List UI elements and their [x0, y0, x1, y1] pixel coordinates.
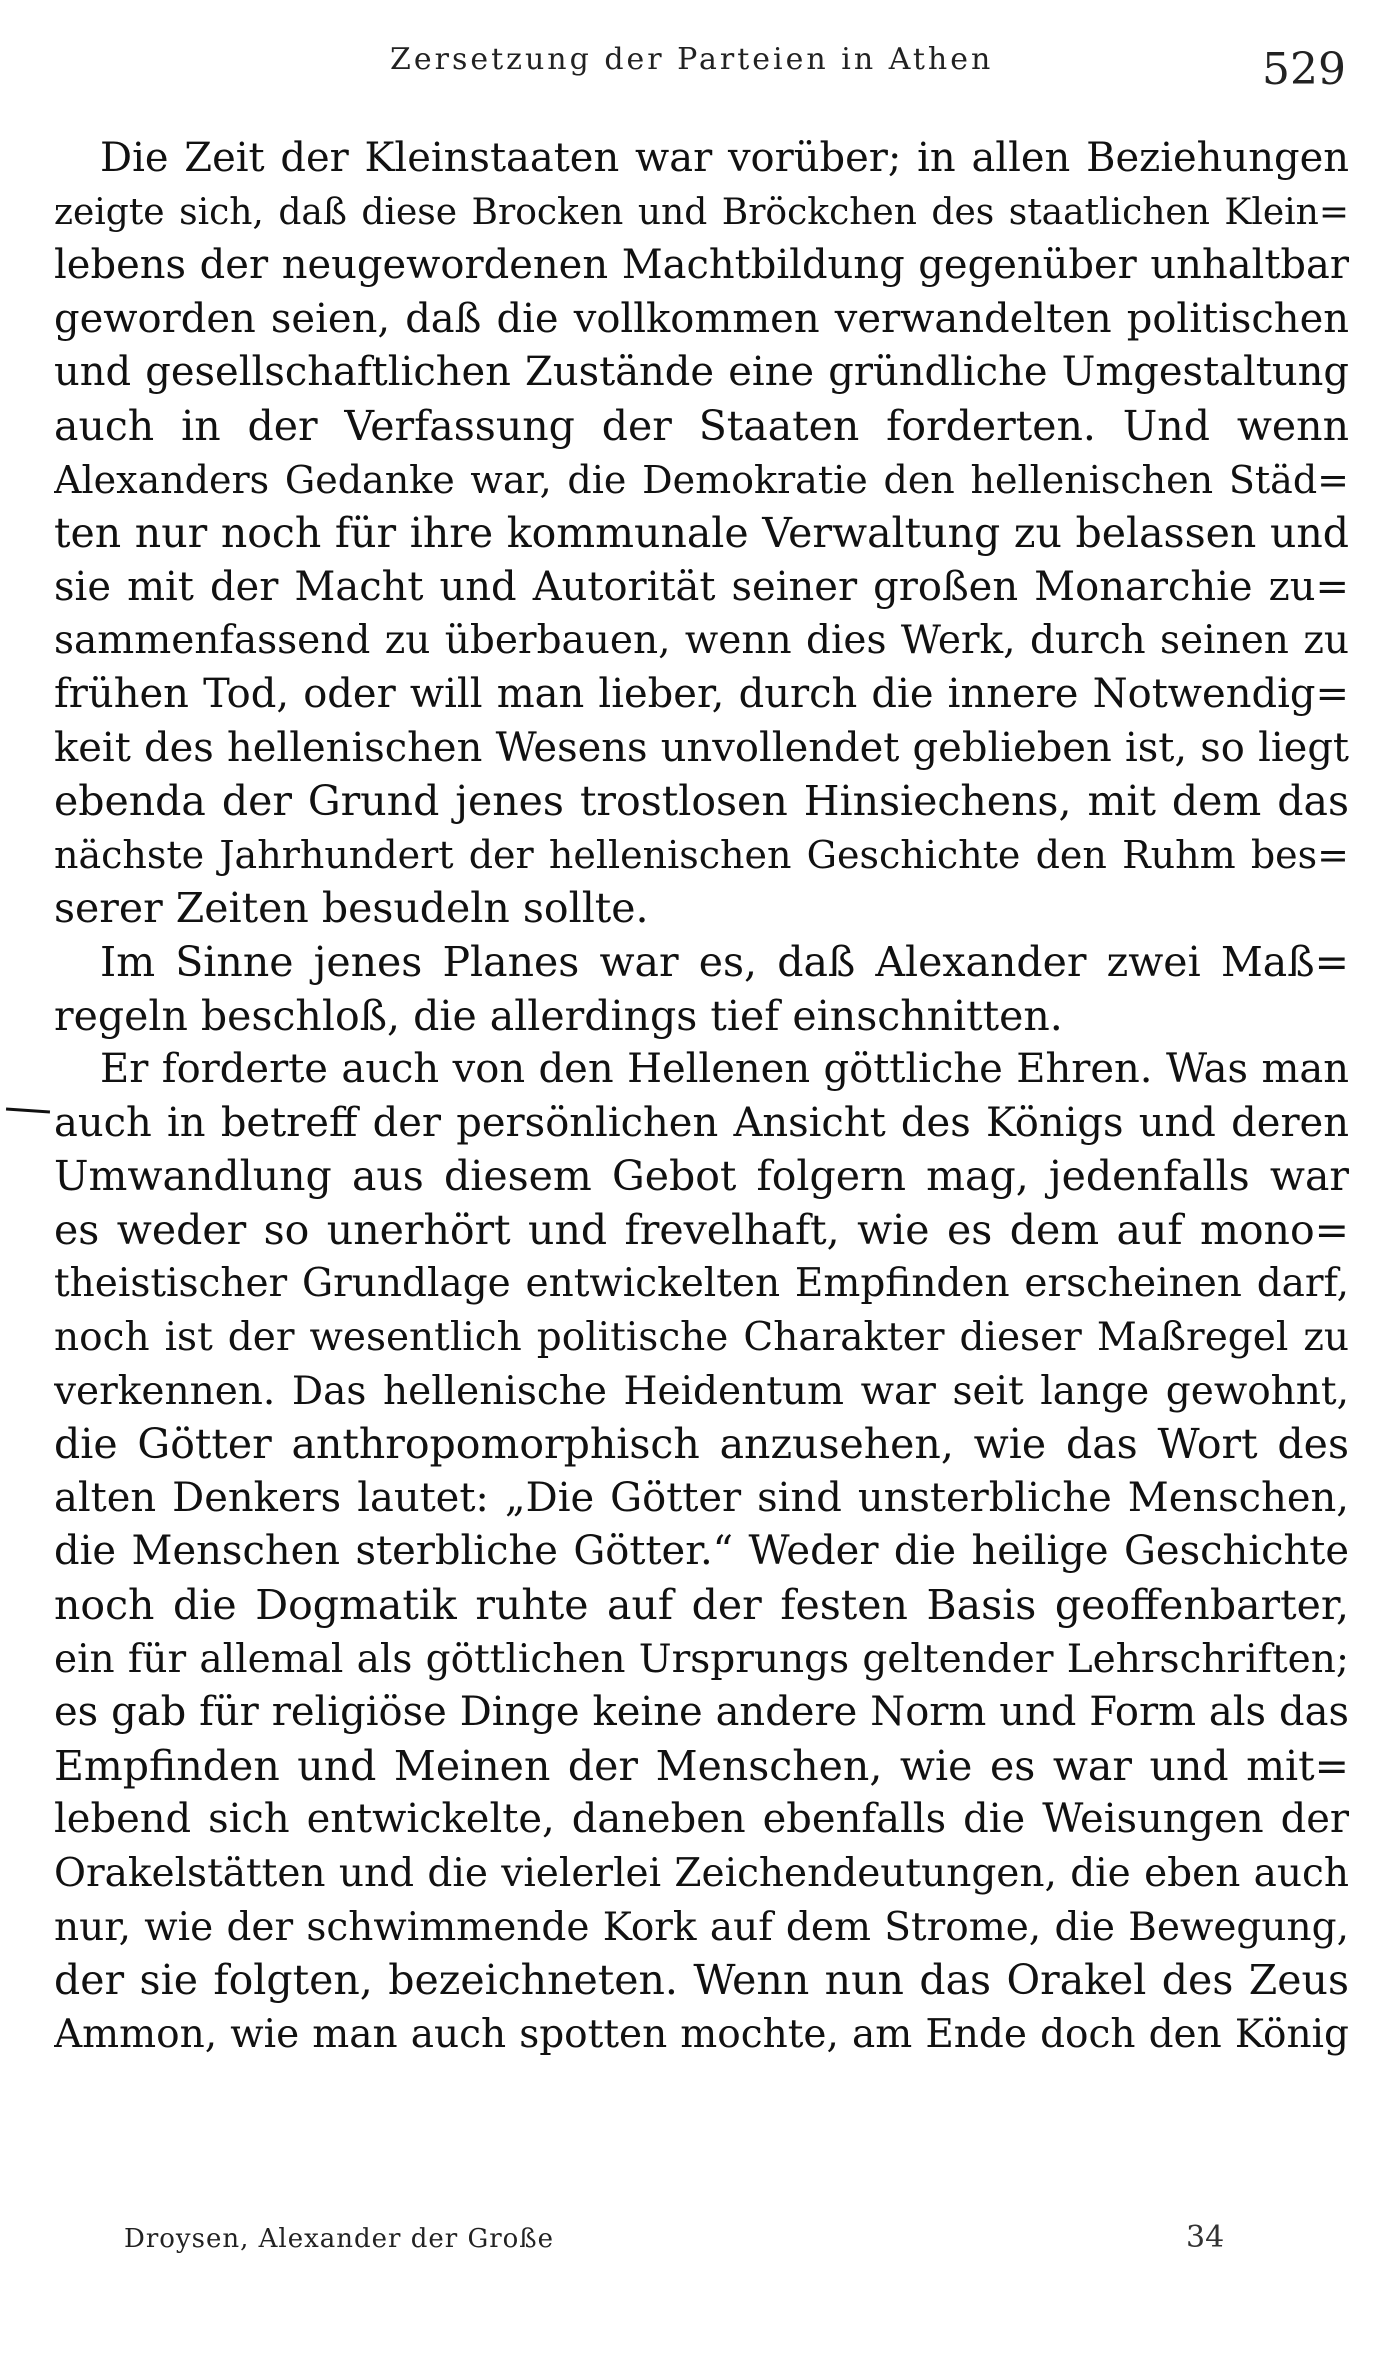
text-line: Im Sinne jenes Planes war es, daß Alexander zwei Maß=: [100, 937, 1349, 986]
text-line: die Götter anthropomorphisch anzusehen, wie das Wort des: [54, 1420, 1349, 1469]
text-line: nächste Jahrhundert der hellenischen Geschichte den Ruhm bes=: [54, 832, 1349, 877]
text-line: lebend sich entwickelte, daneben ebenfalls die Weisungen der: [54, 1796, 1349, 1843]
text-line: lebens der neugewordenen Machtbildung gegenüber unhaltbar: [54, 242, 1349, 289]
text-line: Umwandlung aus diesem Gebot folgern mag, jedenfalls war: [54, 1152, 1349, 1201]
text-line: die Menschen sterbliche Götter.“ Weder die heilige Geschichte: [54, 1528, 1349, 1575]
text-line: sammenfassend zu überbauen, wenn dies Werk, durch seinen zu: [54, 618, 1349, 664]
footer-author-title: Droysen, Alexander der Große: [124, 2224, 555, 2254]
text-line: Orakelstätten und die vielerlei Zeichendeutungen, die eben auch: [54, 1851, 1349, 1896]
text-line: verkennen. Das hellenische Heidentum war seit lange gewohnt,: [54, 1368, 1349, 1414]
page-number: 529: [1262, 44, 1346, 95]
body-text: [54, 132, 1349, 2061]
text-line: Er forderte auch von den Hellenen göttliche Ehren. Was man: [100, 1046, 1349, 1093]
text-line: keit des hellenischen Wesens unvollendet geblieben ist, so liegt: [54, 724, 1349, 771]
text-line: auch in betreff der persönlichen Ansicht des Königs und deren: [54, 1099, 1349, 1146]
text-line: es gab für religiöse Dinge keine andere Norm und Form als das: [54, 1689, 1349, 1736]
text-line: ein für allemal als göttlichen Ursprungs geltender Lehrschriften;: [54, 1636, 1349, 1682]
text-line: auch in der Verfassung der Staaten forderten. Und wenn: [54, 401, 1349, 450]
text-line: Ammon, wie man auch spotten mochte, am Ende doch den König: [54, 2011, 1349, 2057]
text-line: und gesellschaftlichen Zustände eine gründliche Umgestaltung: [54, 349, 1349, 396]
text-line: es weder so unerhört und frevelhaft, wie es dem auf mono=: [54, 1205, 1349, 1254]
text-line: Die Zeit der Kleinstaaten war vorüber; in allen Beziehungen: [100, 135, 1349, 181]
text-line: theistischer Grundlage entwickelten Empfinden erscheinen darf,: [54, 1261, 1349, 1307]
text-line: ten nur noch für ihre kommunale Verwaltung zu belassen und: [54, 509, 1349, 558]
running-head: Zersetzung der Parteien in Athen: [390, 42, 994, 77]
text-line: Alexanders Gedanke war, die Demokratie den hellenischen Städ=: [54, 457, 1349, 502]
text-line: zeigte sich, daß diese Brocken und Bröckchen des staatlichen Klein=: [54, 191, 1349, 233]
text-line: nur, wie der schwimmende Kork auf dem Strome, die Bewegung,: [54, 1904, 1349, 1950]
text-line: geworden seien, daß die vollkommen verwandelten politischen: [54, 295, 1349, 342]
text-line: ebenda der Grund jenes trostlosen Hinsiechens, mit dem das: [54, 777, 1349, 826]
text-line: Empfinden und Meinen der Menschen, wie es war und mit=: [54, 1741, 1349, 1790]
text-line: sie mit der Macht und Autorität seiner großen Monarchie zu=: [54, 563, 1349, 610]
text-line: noch die Dogmatik ruhte auf der festen Basis geoffenbarter,: [54, 1581, 1349, 1630]
text-line: frühen Tod, oder will man lieber, durch die innere Notwendig=: [54, 670, 1349, 717]
text-line: noch ist der wesentlich politische Charakter dieser Maßregel zu: [54, 1315, 1349, 1361]
text-line: serer Zeiten besudeln sollte.: [54, 884, 649, 933]
footer-signature-mark: 34: [1186, 2220, 1225, 2255]
text-line: regeln beschloß, die allerdings tief einschnitten.: [54, 991, 1063, 1040]
text-line: der sie folgten, bezeichneten. Wenn nun das Orakel des Zeus: [54, 1956, 1349, 2005]
margin-pencil-mark: [6, 1107, 50, 1113]
text-line: alten Denkers lautet: „Die Götter sind unsterbliche Menschen,: [54, 1474, 1349, 1521]
